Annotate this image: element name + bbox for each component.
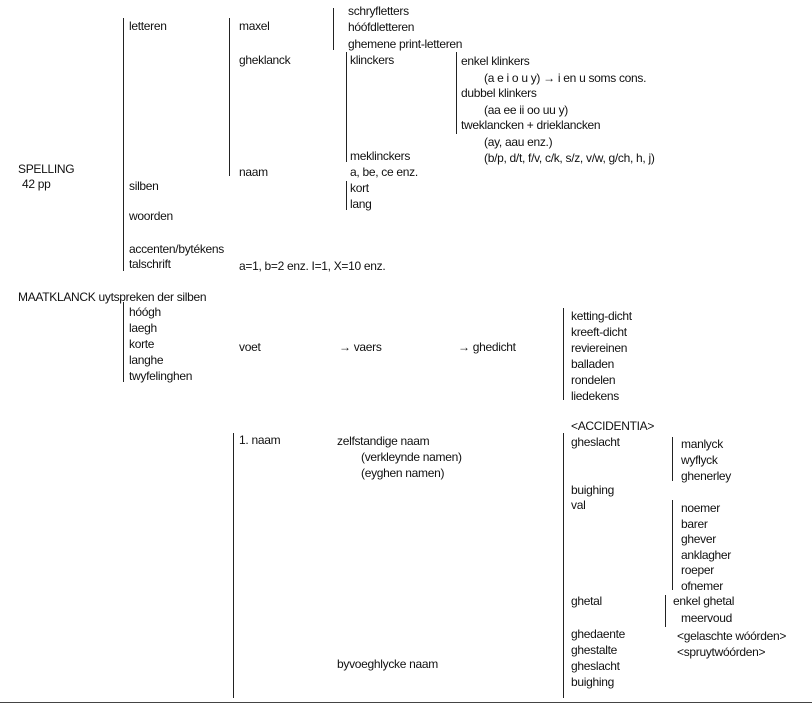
silben-item: lang <box>350 197 372 211</box>
label-letteren: letteren <box>129 19 167 33</box>
ghetal-item: enkel ghetal <box>673 594 735 608</box>
label-byv-buighing: buighing <box>571 675 614 689</box>
label-zelfstandige-naam: zelfstandige naam <box>337 434 430 448</box>
bracket-ghedicht <box>563 308 564 400</box>
label-tweklancken: tweklancken + drieklancken <box>461 118 601 132</box>
label-klinckers: klinckers <box>350 53 394 67</box>
bottom-rule <box>0 702 812 703</box>
bracket-gheslacht <box>672 437 673 481</box>
ghestalte-detail: <spruytwóórden> <box>677 645 766 659</box>
maxel-item: schryfletters <box>348 4 409 18</box>
val-item: barer <box>681 517 708 531</box>
val-item: ofnemer <box>681 579 723 593</box>
naam-detail: a, be, ce enz. <box>350 165 418 179</box>
label-buighing: buighing <box>571 483 614 497</box>
label-talschrift: talschrift <box>129 257 171 271</box>
tweklancken-detail: (ay, aau enz.) <box>484 135 553 149</box>
val-item: ghever <box>681 532 716 546</box>
ghedicht-item: rondelen <box>571 373 616 387</box>
gheslacht-item: manlyck <box>681 437 723 451</box>
label-ghetal: ghetal <box>571 594 602 608</box>
gheslacht-item: ghenerley <box>681 469 732 483</box>
maatklanck-title: MAATKLANCK uytspreken der silben <box>18 290 207 304</box>
label-meklinckers: meklinckers <box>350 149 411 163</box>
label-ghedicht: → ghedicht <box>458 340 516 354</box>
ghedaente-detail: <gelaschte wóórden> <box>677 629 787 643</box>
dubbel-klinkers-detail: (aa ee ii oo uu y) <box>484 103 568 117</box>
label-ghestalte: ghestalte <box>571 643 618 657</box>
label-woorden: woorden <box>129 209 173 223</box>
bracket-accidentia-main <box>233 433 234 698</box>
maatklanck-item: twyfelinghen <box>129 369 193 383</box>
maatklanck-item: laegh <box>129 321 157 335</box>
label-maxel: maxel <box>239 19 270 33</box>
accidentia-title: <ACCIDENTIA> <box>571 419 655 433</box>
bracket-letteren <box>229 18 230 176</box>
label-gheklanck: gheklanck <box>239 53 291 67</box>
silben-item: kort <box>350 181 369 195</box>
label-ghedaente: ghedaente <box>571 627 626 641</box>
meklinckers-detail: (b/p, d/t, f/v, c/k, s/z, v/w, g/ch, h, j) <box>484 151 655 165</box>
bracket-silben <box>346 181 347 210</box>
label-byv-gheslacht: gheslacht <box>571 659 620 673</box>
label-vaers: → vaers <box>339 340 382 354</box>
ghedicht-item: liedekens <box>571 389 620 403</box>
maxel-item: hóófdletteren <box>348 20 415 34</box>
maatklanck-item: hóógh <box>129 305 161 319</box>
bracket-ghetal <box>665 595 666 627</box>
label-accenten: accenten/bytékens <box>129 242 224 256</box>
label-byvoeghlycke-naam: byvoeghlycke naam <box>337 657 438 671</box>
label-eyghen-namen: (eyghen namen) <box>361 466 445 480</box>
bracket-gheklanck <box>346 52 347 162</box>
label-voet: voet <box>239 340 261 354</box>
val-item: roeper <box>681 563 714 577</box>
label-naam-number: 1. naam <box>239 433 281 447</box>
val-item: noemer <box>681 501 720 515</box>
bracket-accidentia-naam <box>563 433 564 698</box>
label-enkel-klinkers: enkel klinkers <box>461 54 530 68</box>
ghetal-item: meervoud <box>681 611 732 625</box>
label-gheslacht: gheslacht <box>571 435 620 449</box>
talschrift-detail: a=1, b=2 enz. I=1, X=10 enz. <box>239 259 386 273</box>
spelling-title: SPELLING <box>18 162 75 176</box>
maxel-item: ghemene print-letteren <box>348 37 463 51</box>
label-val: val <box>571 498 586 512</box>
label-dubbel-klinkers: dubbel klinkers <box>461 86 537 100</box>
ghedicht-item: kreeft-dicht <box>571 325 627 339</box>
label-naam: naam <box>239 165 268 179</box>
label-silben: silben <box>129 179 159 193</box>
ghedicht-item: reviereinen <box>571 341 628 355</box>
ghedicht-item: balladen <box>571 357 614 371</box>
maatklanck-item: langhe <box>129 353 164 367</box>
enkel-klinkers-detail: (a e i o u y) → i en u soms cons. <box>484 71 647 85</box>
ghedicht-item: ketting-dicht <box>571 309 632 323</box>
maatklanck-item: korte <box>129 337 155 351</box>
bracket-klinckers <box>456 52 457 134</box>
bracket-val <box>672 500 673 590</box>
val-item: anklagher <box>681 548 732 562</box>
bracket-spelling <box>123 18 124 271</box>
bracket-maxel <box>333 8 334 50</box>
bracket-maatklanck <box>123 302 124 382</box>
label-verkleynde-namen: (verkleynde namen) <box>361 450 462 464</box>
gheslacht-item: wyflyck <box>681 453 718 467</box>
spelling-pages: 42 pp <box>22 177 51 191</box>
